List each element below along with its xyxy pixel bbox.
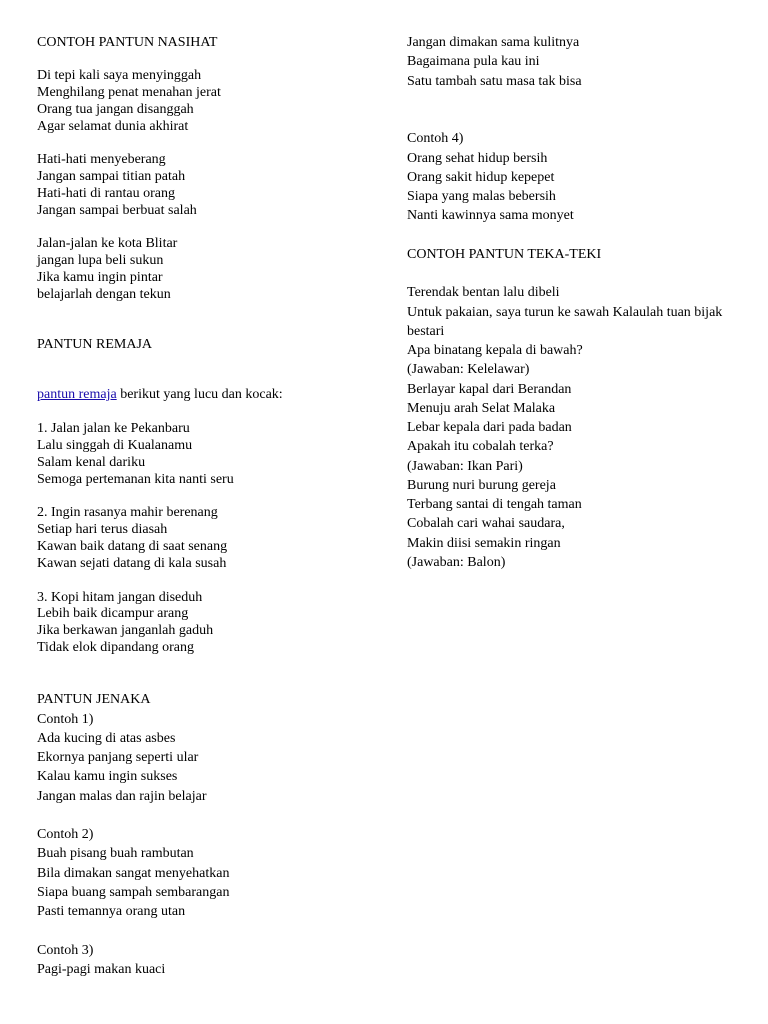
contoh3-line: Jangan dimakan sama kulitnya	[407, 35, 580, 50]
jenaka-line: Kalau kamu ingin sukses	[37, 769, 178, 784]
remaja-intro-text: berikut yang lucu dan kocak:	[116, 387, 283, 402]
nasihat-line: Menghilang penat menahan jerat	[37, 85, 221, 100]
nasihat-line: Di tepi kali saya menyinggah	[37, 68, 202, 83]
jenaka-line: Ekornya panjang seperti ular	[37, 750, 199, 765]
tekateki-heading: CONTOH PANTUN TEKA-TEKI	[407, 247, 602, 262]
nasihat-line: Jangan sampai titian patah	[37, 169, 186, 184]
jenaka-line: Pagi-pagi makan kuaci	[37, 962, 166, 977]
tekateki-line: Berlayar kapal dari Berandan	[407, 382, 572, 397]
remaja-line: Semoga pertemanan kita nanti seru	[37, 472, 234, 487]
jenaka-line: Bila dimakan sangat menyehatkan	[37, 866, 230, 881]
remaja-intro	[37, 386, 283, 404]
remaja-line: Lebih baik dicampur arang	[37, 606, 189, 621]
nasihat-line: belajarlah dengan tekun	[37, 287, 171, 302]
contoh3-line: Bagaimana pula kau ini	[407, 54, 540, 69]
tekateki-answer: (Jawaban: Kelelawar)	[407, 362, 530, 377]
nasihat-line: Hati-hati di rantau orang	[37, 186, 176, 201]
contoh4-line: Nanti kawinnya sama monyet	[407, 208, 574, 223]
jenaka-line: Pasti temannya orang utan	[37, 904, 186, 919]
contoh4-line: Orang sakit hidup kepepet	[407, 170, 555, 185]
tekateki-line: Lebar kepala dari pada badan	[407, 420, 572, 435]
contoh4-line: Siapa yang malas bebersih	[407, 189, 556, 204]
nasihat-line: Jalan-jalan ke kota Blitar	[37, 236, 178, 251]
remaja-line: 2. Ingin rasanya mahir berenang	[37, 505, 218, 520]
nasihat-line: Jangan sampai berbuat salah	[37, 203, 197, 218]
remaja-line: Kawan sejati datang di kala susah	[37, 556, 227, 571]
tekateki-line: Cobalah cari wahai saudara,	[407, 516, 565, 531]
jenaka-line: Ada kucing di atas asbes	[37, 731, 176, 746]
pantun-remaja-link[interactable]: pantun remaja	[37, 387, 117, 402]
remaja-line: Lalu singgah di Kualanamu	[37, 438, 193, 453]
remaja-line: Salam kenal dariku	[37, 455, 146, 470]
nasihat-line: Agar selamat dunia akhirat	[37, 119, 189, 134]
remaja-line: Tidak elok dipandang orang	[37, 640, 194, 655]
tekateki-answer: (Jawaban: Balon)	[407, 555, 506, 570]
contoh3-line: Satu tambah satu masa tak bisa	[407, 74, 582, 89]
tekateki-line: Apa binatang kepala di bawah?	[407, 343, 583, 358]
contoh4-line: Orang sehat hidup bersih	[407, 151, 548, 166]
tekateki-line: Menuju arah Selat Malaka	[407, 401, 556, 416]
nasihat-line: Jika kamu ingin pintar	[37, 270, 163, 285]
remaja-line: 3. Kopi hitam jangan diseduh	[37, 590, 203, 605]
tekateki-line: Untuk pakaian, saya turun ke sawah Kalaulah tuan bijak bestari	[407, 305, 723, 339]
nasihat-line: jangan lupa beli sukun	[37, 253, 164, 268]
remaja-heading: PANTUN REMAJA	[37, 337, 153, 352]
jenaka-line: Siapa buang sampah sembarangan	[37, 885, 230, 900]
remaja-line: 1. Jalan jalan ke Pekanbaru	[37, 421, 190, 436]
contoh4-line: Contoh 4)	[407, 131, 464, 146]
jenaka-line: Contoh 3)	[37, 943, 94, 958]
tekateki-line: Makin diisi semakin ringan	[407, 536, 561, 551]
jenaka-line: Jangan malas dan rajin belajar	[37, 789, 207, 804]
tekateki-line: Terendak bentan lalu dibeli	[407, 285, 560, 300]
nasihat-heading: CONTOH PANTUN NASIHAT	[37, 35, 218, 50]
tekateki-line: Burung nuri burung gereja	[407, 478, 556, 493]
nasihat-line: Hati-hati menyeberang	[37, 152, 166, 167]
tekateki-line: Terbang santai di tengah taman	[407, 497, 582, 512]
jenaka-line: Contoh 1)	[37, 712, 94, 727]
tekateki-line: Apakah itu cobalah terka?	[407, 439, 554, 454]
jenaka-line: Buah pisang buah rambutan	[37, 846, 194, 861]
remaja-line: Kawan baik datang di saat senang	[37, 539, 228, 554]
tekateki-answer: (Jawaban: Ikan Pari)	[407, 459, 523, 474]
jenaka-heading: PANTUN JENAKA	[37, 692, 151, 707]
remaja-line: Setiap hari terus diasah	[37, 522, 168, 537]
remaja-line: Jika berkawan janganlah gaduh	[37, 623, 214, 638]
jenaka-line: Contoh 2)	[37, 827, 94, 842]
nasihat-line: Orang tua jangan disanggah	[37, 102, 194, 117]
